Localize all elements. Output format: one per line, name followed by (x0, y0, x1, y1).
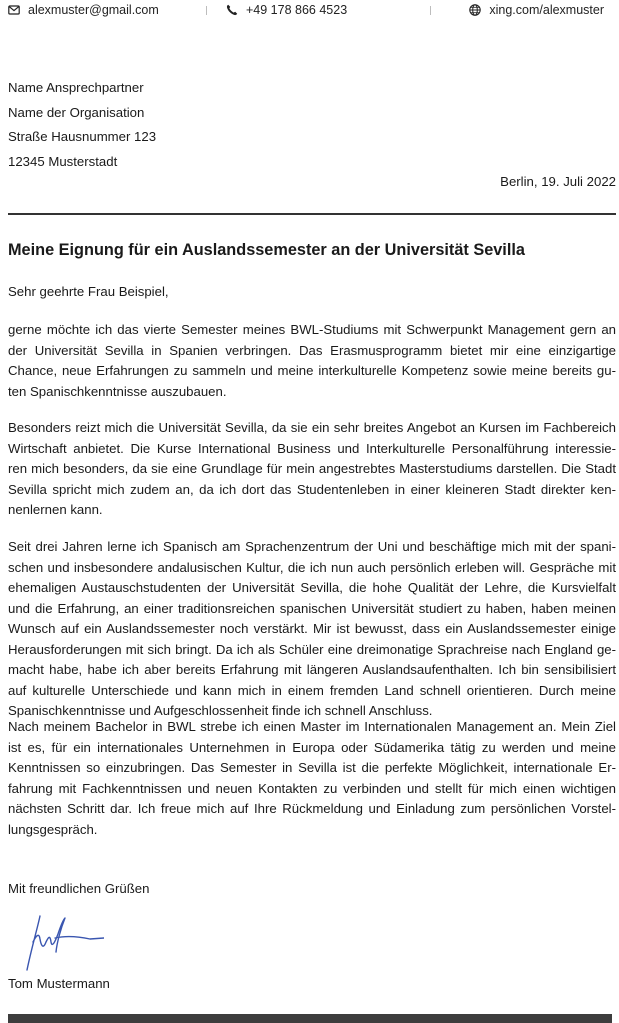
signature-image (20, 912, 104, 974)
divider-line (8, 213, 616, 215)
contact-separator (206, 6, 207, 15)
web-text: xing.com/alexmuster (489, 3, 604, 17)
text-line: Herausforderungen mit sich bringt. Da ich als Schüler eine dreimonatige Sprachreise nach England ge- (8, 641, 616, 657)
text-line: nächsten Schritt dar. Ich freue mich auf Ihre Rückmeldung und Einladung zum persönlichen Vorstel- (8, 801, 616, 816)
text-line: ist es, für ein internationales Unternehmen in Europa oder Südamerika tätig zu werden und meine (8, 739, 616, 755)
text-line: Wunsch auf ein Auslandssemester noch verstärkt. Mir ist bewusst, dass ein Auslandssemester einige (8, 621, 616, 636)
text-line: lungsgespräch. (8, 821, 98, 837)
text-line: gerne möchte ich das vierte Semester meines BWL-Studiums mit Schwerpunkt Management gern an (8, 322, 616, 337)
text-line: Nach meinem Bachelor in BWL strebe ich einen Master im Internationalen Management an. Mein Ziel (8, 719, 616, 734)
text-line: ren mich besonders, da sie eine Grundlage für mein angestrebtes Masterstudiums darstellen. Die Stadt (8, 461, 616, 476)
text-line: Sevilla spricht mich zudem an, da ich dort das Studentenleben in einer kleineren Stadt direkter ken- (8, 481, 616, 497)
letter-subject: Meine Eignung für ein Auslandssemester an der Universität Sevilla (8, 241, 525, 259)
text-line: Spanischkenntnisse und Aufgeschlossenheit finde ich schnell Anschluss. (8, 703, 433, 718)
recipient-city: 12345 Musterstadt (8, 153, 118, 169)
letter-date: Berlin, 19. Juli 2022 (500, 174, 616, 189)
text-line: Wirtschaft anbietet. Die Kurse International Business und Interkulturelle Personalführung interessie- (8, 440, 616, 456)
text-line: Kenntnissen so einzubringen. Das Semester in Sevilla ist die perfekte Möglichkeit, internationale Er- (8, 760, 616, 775)
body-paragraph-2 (8, 418, 616, 521)
recipient-name: Name Ansprechpartner (8, 80, 144, 95)
email-contact[interactable] (8, 3, 206, 17)
globe-icon (469, 4, 481, 16)
sender-name: Tom Mustermann (8, 976, 110, 991)
email-text: alexmuster@gmail.com (28, 3, 159, 17)
text-line: auf kulturelle Unterschiede und kann mich in einem fremden Land schnell orientieren. Durch meine (8, 682, 616, 698)
text-line: schen und insbesondere andalusischen Kultur, die ich nun auch persönlich erleben will. Gespräche mit (8, 559, 616, 575)
text-line: fahrung mit Fachkenntnissen und neuen Kontakten zu verbinden und stellt für mich einen wichtigen (8, 780, 616, 796)
closing-formula: Mit freundlichen Grüßen (8, 881, 150, 896)
text-line: ehemaligen Austauschstudenten der Universität Sevilla, die hohe Qualität der Lehre, die Kursvielfalt (8, 580, 616, 595)
phone-icon (226, 4, 238, 16)
footer-bar (8, 1014, 612, 1023)
text-line: ten Spanischkenntnisse auszubauen. (8, 383, 227, 399)
body-paragraph-1 (8, 320, 616, 402)
phone-contact[interactable] (226, 3, 430, 17)
web-contact[interactable] (451, 3, 604, 17)
text-line: macht habe, habe ich aber bereits Erfahrung mit längeren Auslandsaufenthalten. Ich bin sensibilisiert (8, 662, 616, 677)
text-line: und die Erfahrung, an einer traditionsreichen spanischen Universität studiert zu haben, haben meinen (8, 600, 616, 616)
text-line: Besonders reizt mich die Universität Sevilla, da sie ein sehr breites Angebot an Kursen im Fachbereich (8, 420, 616, 435)
recipient-address (8, 76, 156, 174)
text-line: Seit drei Jahren lerne ich Spanisch am Sprachenzentrum der Uni und beschäftige mich mit der spani- (8, 539, 616, 554)
contact-bar (8, 0, 604, 20)
body-paragraph-4 (8, 717, 616, 840)
contact-separator (430, 6, 431, 15)
recipient-street: Straße Hausnummer 123 (8, 129, 157, 144)
phone-text: +49 178 866 4523 (246, 3, 348, 17)
salutation: Sehr geehrte Frau Beispiel, (8, 284, 169, 299)
text-line: der Universität Sevilla in Spanien verbringen. Das Erasmusprogramm bietet mir eine einzigartige (8, 342, 616, 358)
text-line: Chance, neue Erfahrungen zu sammeln und meine interkulturelle Kompetenz sowie meine bereits gu- (8, 363, 616, 378)
body-paragraph-3 (8, 537, 616, 722)
mail-icon (8, 4, 20, 16)
text-line: nenlernen kann. (8, 502, 103, 517)
recipient-organisation: Name der Organisation (8, 104, 145, 120)
